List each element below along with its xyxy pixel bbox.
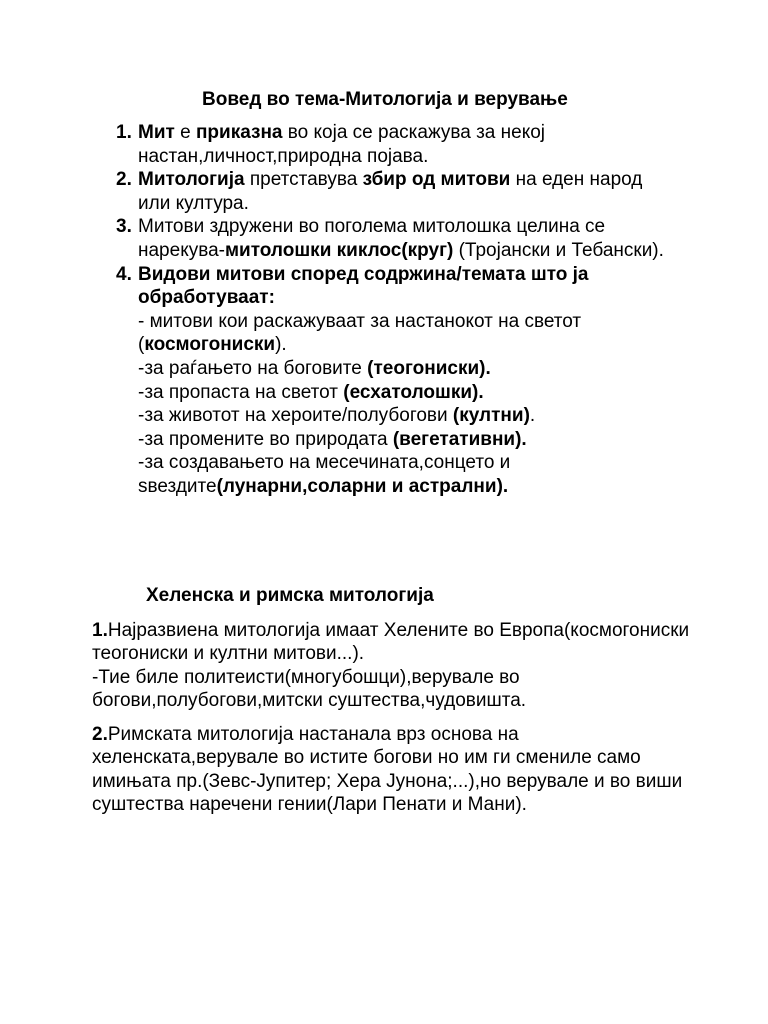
item-text: претставува — [244, 169, 363, 191]
bold-term: (есхатолошки). — [343, 381, 484, 403]
bold-term: космогониски — [144, 334, 276, 356]
sub-item-text: -за животот на хероите/полубогови — [138, 405, 453, 427]
item-number: 2. — [116, 169, 132, 191]
list-item-3 — [116, 215, 676, 262]
item-text: (Тројански и Тебански). — [453, 239, 664, 261]
sub-item — [138, 404, 676, 428]
sub-item-text: ). — [275, 334, 287, 356]
bold-term: (лунарни,соларни и астрални). — [216, 475, 509, 497]
page-title: Вовед во тема-Митологија и верување — [202, 89, 568, 110]
sub-item-text: -за пропаста на светот — [138, 381, 344, 403]
paragraph-text: Најразвиена митологија имаат Хелените во Европа(космогониски теогониски и култни митови...). — [92, 620, 690, 665]
myth-list — [116, 121, 676, 499]
item-heading: Видови митови според содржина/темата што ја обработуваат: — [138, 263, 589, 309]
list-item-2 — [116, 168, 676, 215]
sub-item — [138, 428, 676, 452]
sub-item-text: . — [529, 405, 536, 427]
paragraph-roman — [92, 723, 692, 817]
item-number: 1. — [116, 122, 132, 143]
item-text: е — [174, 122, 196, 143]
sub-item-text: -за создавањето на месечината,сонцето и ѕвездите — [138, 452, 511, 497]
paragraph-hellenic — [92, 619, 692, 713]
bold-term: митолошки киклос(круг) — [225, 239, 454, 261]
bold-term: приказна — [195, 122, 283, 143]
paragraph-number: 1. — [92, 620, 108, 641]
list-item-1 — [116, 121, 676, 168]
item-number: 4. — [116, 263, 132, 285]
bold-term: Митологија — [138, 169, 245, 191]
sub-item-text: -за промените во природата — [138, 428, 393, 450]
bold-term: (култни) — [452, 405, 530, 427]
list-item-4 — [116, 263, 676, 499]
item-text: во која се раскажува за некој настан,личност,природна појава. — [138, 122, 546, 167]
paragraph-number: 2. — [92, 724, 108, 745]
bold-term: (вегетативни). — [392, 428, 527, 450]
sub-item — [138, 357, 676, 381]
bold-term: (теогониски). — [367, 357, 491, 379]
sub-item — [138, 381, 676, 405]
paragraph-text: Римската митологија настанала врз основа на хеленската,верувале во истите богови но им ги смениле само имињата пр.(Зевс-Јупитер; Хера Јунона;...),но верувале и во виши суштества наречени гении(Лари Пенати и Мани). — [92, 724, 683, 816]
bold-term: збир од митови — [362, 169, 511, 191]
bold-term: Мит — [138, 122, 175, 143]
sub-item — [138, 451, 676, 498]
paragraph-text: -Тие биле политеисти(многубошци),верувале во богови,полубогови,митски суштества,чудовишта. — [92, 666, 527, 712]
sub-item — [138, 310, 676, 357]
item-number: 3. — [116, 216, 132, 238]
sub-item-text: - митови кои раскажуваат за настанокот на светот ( — [138, 310, 582, 356]
item-text: на еден народ или култура. — [138, 169, 643, 214]
sub-item-text: -за раѓањето на боговите — [138, 357, 368, 379]
item-text: Митови здружени во поголема митолошка целина се нарекува- — [138, 216, 606, 261]
section-title: Хеленска и римска митологија — [146, 585, 434, 606]
